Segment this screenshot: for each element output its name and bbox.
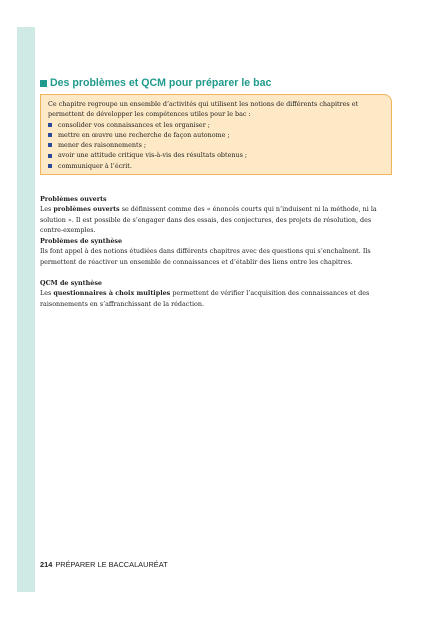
side-color-band bbox=[17, 27, 35, 592]
square-bullet-icon bbox=[48, 133, 52, 137]
section-qcm bbox=[40, 278, 396, 309]
list-item: mener des raisonnements ; bbox=[48, 140, 385, 150]
bold-term: questionnaires à choix multiples bbox=[53, 289, 171, 298]
footer-label: PRÉPARER LE BACCALAURÉAT bbox=[55, 560, 168, 569]
list-item: consolider vos connaissances et les organiser ; bbox=[48, 120, 385, 130]
bold-term: problèmes ouverts bbox=[53, 205, 120, 214]
list-item: avoir une attitude critique vis-à-vis des résultats obtenus ; bbox=[48, 150, 385, 160]
list-item: communiquer à l’écrit. bbox=[48, 161, 385, 171]
section-title: QCM de synthèse bbox=[40, 279, 102, 287]
square-bullet-icon bbox=[48, 164, 52, 168]
page-number: 214 bbox=[40, 560, 53, 569]
section-synthesis-problems bbox=[40, 236, 396, 267]
section-body: Ils font appel à des notions étudiées dans différents chapitres avec des questions qui s’enchaînent. Ils permettent de réactiver un ensemble de connaissances et d’établir des liens entre les chapitres. bbox=[40, 247, 371, 266]
competence-list bbox=[48, 120, 385, 171]
section-title: Problèmes ouverts bbox=[40, 195, 107, 203]
heading-text: Des problèmes et QCM pour préparer le bac bbox=[50, 77, 272, 89]
page-footer bbox=[40, 560, 168, 569]
square-bullet-icon bbox=[48, 143, 52, 147]
intro-box bbox=[40, 94, 392, 175]
section-title: Problèmes de synthèse bbox=[40, 237, 123, 245]
section-body: Les questionnaires à choix multiples permettent de vérifier l’acquisition des connaissances et des raisonnements en s’affranchissant de la rédaction. bbox=[40, 289, 370, 308]
square-bullet-icon bbox=[48, 154, 52, 158]
list-item: mettre en œuvre une recherche de façon autonome ; bbox=[48, 130, 385, 140]
section-open-problems bbox=[40, 194, 396, 235]
intro-text: Ce chapitre regroupe un ensemble d’activités qui utilisent les notions de différents chapitres et permettent de développer les compétences utiles pour le bac : bbox=[48, 100, 359, 119]
section-body: Les problèmes ouverts se définissent comme des « énoncés courts qui n’induisent ni la méthode, ni la solution ». Il est possible de s’engager dans des essais, des conjectures, des projets de résolution, des contre-exemples. bbox=[40, 205, 377, 234]
square-bullet-icon bbox=[48, 123, 52, 127]
section-heading bbox=[40, 77, 271, 89]
heading-square-icon bbox=[40, 80, 47, 87]
